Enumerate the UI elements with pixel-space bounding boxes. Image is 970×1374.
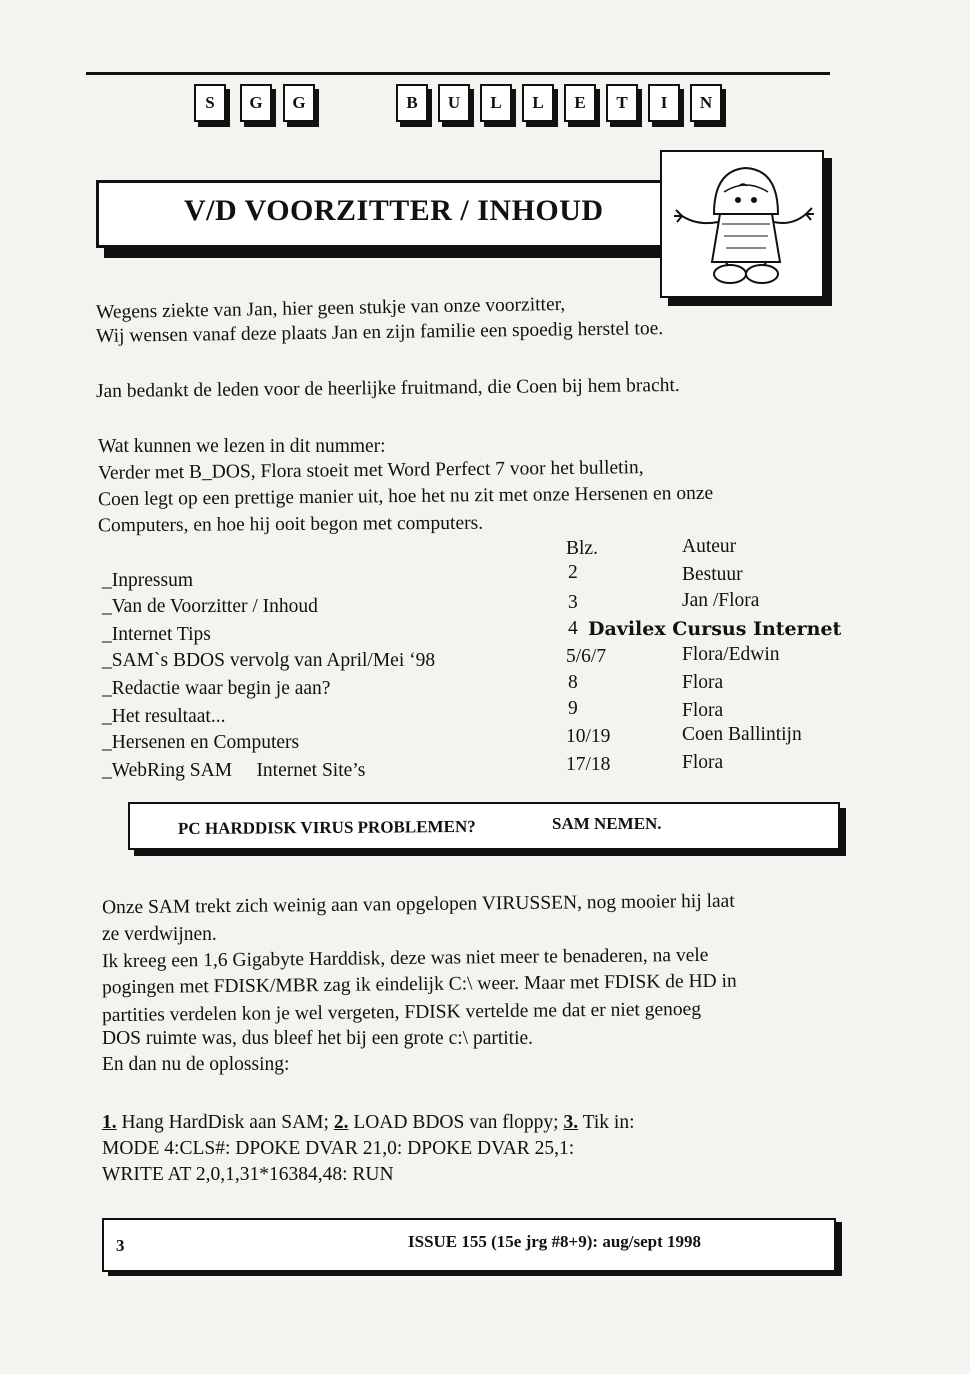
masthead-rule — [86, 72, 830, 75]
masthead-letter: I — [648, 84, 680, 122]
toc-title: _Internet Tips — [102, 624, 211, 645]
intro-line: Computers, en hoe hij ooit begon met computers. — [97, 512, 484, 537]
toc-author: Coen Ballintijn — [682, 724, 802, 745]
toc-title: _SAM`s BDOS vervolg van April/Mei ‘98 — [102, 650, 436, 671]
masthead-letter: B — [396, 84, 428, 122]
step-text: Tik in: — [578, 1112, 635, 1133]
step-number: 2. — [333, 1112, 349, 1133]
robot-mascot-icon — [662, 152, 822, 296]
article-line: Ik kreeg een 1,6 Gigabyte Harddisk, deze was niet meer te benaderen, na vele — [101, 944, 709, 973]
banner-right: SAM NEMEN. — [552, 814, 662, 833]
step-text: Hang HardDisk aan SAM; — [116, 1112, 334, 1133]
page-number: 3 — [116, 1236, 125, 1255]
step-number: 1. — [102, 1112, 117, 1133]
intro-line: Wegens ziekte van Jan, hier geen stukje van onze voorzitter, — [95, 293, 566, 324]
masthead-letter: N — [690, 84, 722, 122]
toc-title: _WebRing SAM Internet Site’s — [102, 760, 366, 781]
article-line: Onze SAM trekt zich weinig aan van opgelopen VIRUSSEN, nog mooier hij laat — [101, 890, 735, 919]
toc-title: _Het resultaat... — [102, 706, 226, 727]
toc-title: _Redactie waar begin je aan? — [102, 678, 331, 699]
banner-left: PC HARDDISK VIRUS PROBLEMEN? — [177, 816, 476, 839]
toc-page: 5/6/7 — [566, 646, 607, 667]
intro-line: Verder met B_DOS, Flora stoeit met Word Perfect 7 voor het bulletin, — [97, 457, 644, 484]
intro-line: Coen legt op een prettige manier uit, hoe het nu zit met onze Hersenen en onze — [97, 482, 714, 511]
masthead-letter: G — [283, 84, 315, 122]
toc-title: _Hersenen en Computers — [102, 732, 300, 753]
masthead-letter: U — [438, 84, 470, 122]
toc-author: Bestuur — [682, 564, 743, 585]
toc-page: 8 — [568, 672, 578, 693]
article-line: ze verdwijnen. — [102, 924, 217, 945]
masthead-letter: L — [480, 84, 512, 122]
code-line: WRITE AT 2,0,1,31*16384,48: RUN — [102, 1164, 394, 1185]
toc-page: 10/19 — [566, 726, 611, 747]
toc-page: 4 — [568, 618, 578, 639]
masthead-letter: S — [194, 84, 226, 122]
toc-page: 3 — [568, 592, 578, 613]
toc-title: _Van de Voorzitter / Inhoud — [102, 596, 318, 617]
toc-title: _Inpressum — [102, 570, 193, 591]
toc-page: 9 — [568, 698, 578, 719]
article-line: partities verdelen kon je wel vergeten, FDISK vertelde me dat er niet genoeg — [101, 998, 702, 1027]
article-line: En dan nu de oplossing: — [102, 1054, 290, 1075]
step-number: 3. — [563, 1112, 579, 1133]
masthead-letter: T — [606, 84, 638, 122]
toc-author: Flora — [682, 700, 724, 721]
toc-page: 17/18 — [566, 754, 611, 775]
code-line: MODE 4:CLS#: DPOKE DVAR 21,0: DPOKE DVAR 25,1: — [102, 1138, 575, 1159]
step-text: LOAD BDOS van floppy; — [348, 1112, 564, 1133]
mascot-frame — [660, 150, 824, 298]
article-line: DOS ruimte was, dus bleef het bij een grote c:\ partitie. — [102, 1028, 534, 1049]
page-title: V/D VOORZITTER / INHOUD — [184, 194, 604, 227]
article-line: pogingen met FDISK/MBR zag ik eindelijk C:\ weer. Maar met FDISK de HD in — [101, 970, 737, 999]
toc-author: Flora — [682, 672, 724, 693]
masthead-letter: G — [240, 84, 272, 122]
masthead-letter: E — [564, 84, 596, 122]
toc-author: Flora/Edwin — [682, 644, 780, 665]
intro-line: Jan bedankt de leden voor de heerlijke fruitmand, die Coen bij hem bracht. — [95, 374, 680, 403]
toc-author: Davilex Cursus Internet — [588, 618, 842, 640]
instruction-steps — [102, 1110, 635, 1136]
intro-line: Wat kunnen we lezen in dit nummer: — [98, 436, 386, 457]
toc-header-author: Auteur — [682, 536, 737, 557]
intro-line: Wij wensen vanaf deze plaats Jan en zijn familie een spoedig herstel toe. — [95, 318, 664, 347]
masthead-letter: L — [522, 84, 554, 122]
toc-author: Jan /Flora — [682, 590, 760, 611]
toc-header-page: Blz. — [566, 538, 598, 559]
toc-page: 2 — [568, 562, 578, 583]
issue-info: ISSUE 155 (15e jrg #8+9): aug/sept 1998 — [408, 1232, 702, 1251]
toc-author: Flora — [682, 752, 724, 773]
